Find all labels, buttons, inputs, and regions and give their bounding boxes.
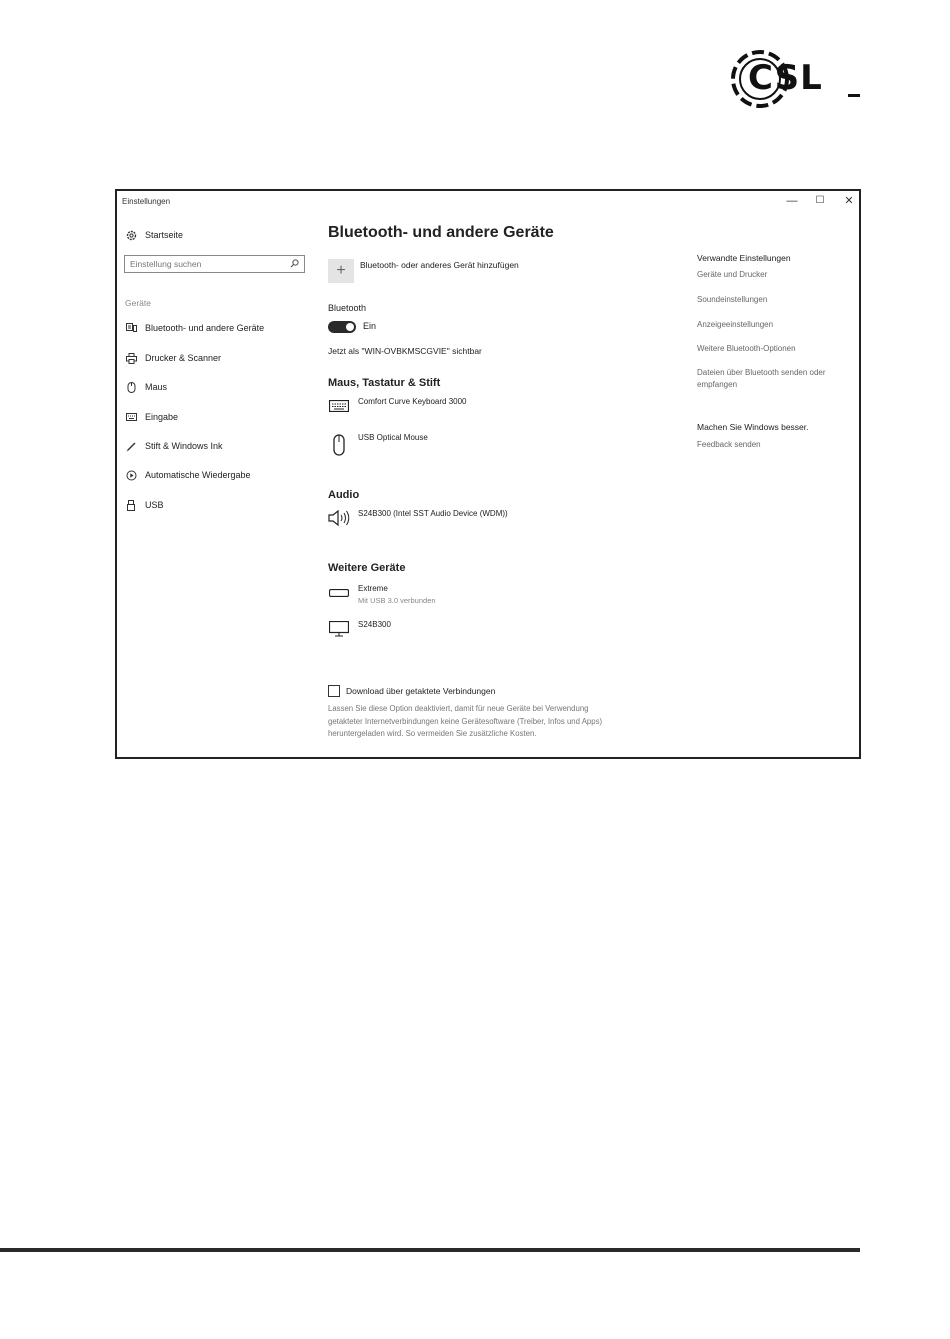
sidebar-item-autoplay[interactable] (125, 466, 251, 484)
link-display-settings[interactable]: Anzeigeeinstellungen (697, 320, 774, 329)
bluetooth-toggle-state: Ein (363, 321, 377, 331)
related-settings-heading: Verwandte Einstellungen (697, 253, 791, 263)
sidebar-item-bluetooth[interactable] (125, 319, 264, 337)
link-sound-settings[interactable]: Soundeinstellungen (697, 295, 768, 304)
bluetooth-toggle[interactable] (328, 321, 356, 333)
add-device-label: Bluetooth- oder anderes Gerät hinzufügen (360, 260, 519, 270)
device-audio[interactable] (328, 509, 508, 527)
sidebar-item-label: USB (145, 500, 164, 510)
bluetooth-label: Bluetooth (328, 303, 367, 313)
search-placeholder: Einstellung suchen (130, 259, 202, 269)
sidebar-item-printers[interactable] (125, 349, 221, 367)
csl-logo-text: CSL (748, 58, 823, 98)
footer-rule (0, 1248, 860, 1252)
feedback-link[interactable]: Feedback senden (697, 440, 761, 449)
device-name: USB Optical Mouse (358, 433, 428, 442)
sidebar-item-mouse[interactable] (125, 378, 167, 396)
keyboard-icon (328, 397, 350, 415)
sidebar-item-label: Eingabe (145, 412, 179, 422)
settings-window (115, 189, 861, 759)
device-keyboard[interactable] (328, 397, 467, 415)
device-name: S24B300 (358, 620, 391, 629)
device-name: S24B300 (Intel SST Audio Device (WDM)) (358, 509, 508, 518)
device-status: Mit USB 3.0 verbunden (358, 596, 436, 605)
mouse-icon (125, 381, 137, 393)
search-icon (290, 259, 299, 270)
section-heading-other: Weitere Geräte (328, 562, 406, 574)
add-device-button[interactable] (328, 259, 519, 283)
sidebar-item-label: Drucker & Scanner (145, 353, 222, 363)
usb-icon (125, 499, 137, 511)
sidebar-item-pen[interactable] (125, 437, 223, 455)
link-bluetooth-options[interactable]: Weitere Bluetooth-Optionen (697, 344, 796, 353)
page-title: Bluetooth- und andere Geräte (328, 224, 554, 241)
device-extreme[interactable] (328, 584, 436, 605)
maximize-button[interactable]: ☐ (815, 195, 825, 206)
toggle-knob (346, 323, 354, 331)
mouse-icon (328, 433, 350, 457)
link-bluetooth-file-transfer[interactable]: Dateien über Bluetooth senden oder empfangen (697, 368, 826, 389)
sidebar-item-label: Maus (145, 382, 168, 392)
device-name: Comfort Curve Keyboard 3000 (358, 397, 467, 406)
metered-download-description: Lassen Sie diese Option deaktiviert, damit für neue Geräte bei Verwendung getakteter Internetverbindungen keine Gerätesoftware (Treiber, Infos und Apps) heruntergeladen wird. So vermeiden Sie zusätzliche Kosten. (328, 704, 603, 738)
keyboard-icon (125, 411, 137, 423)
monitor-icon (328, 620, 350, 638)
link-devices-printers[interactable]: Geräte und Drucker (697, 270, 768, 279)
plus-icon: + (328, 259, 354, 283)
speaker-icon (328, 509, 350, 527)
sidebar-item-usb[interactable] (125, 496, 164, 514)
csl-logo (728, 44, 868, 114)
feedback-heading: Machen Sie Windows besser. (697, 422, 809, 432)
drive-icon (328, 584, 350, 602)
sidebar-group-label: Geräte (125, 298, 151, 308)
device-monitor[interactable] (328, 620, 391, 638)
section-heading-audio: Audio (328, 489, 360, 501)
checkbox-box (328, 685, 340, 697)
metered-download-checkbox[interactable] (328, 685, 495, 697)
device-mouse[interactable] (328, 433, 428, 457)
section-heading-input: Maus, Tastatur & Stift (328, 377, 441, 389)
sidebar-home-label: Startseite (145, 230, 184, 240)
sidebar-item-label: Bluetooth- und andere Geräte (145, 323, 265, 333)
metered-download-label: Download über getaktete Verbindungen (346, 686, 496, 696)
bluetooth-visibility-text: Jetzt als "WIN-OVBKMSCGVIE" sichtbar (328, 346, 482, 356)
search-input[interactable] (124, 255, 305, 273)
sidebar-item-input[interactable] (125, 408, 178, 426)
device-name: Extreme (358, 584, 388, 593)
sidebar-item-label: Stift & Windows Ink (145, 441, 223, 451)
autoplay-icon (125, 469, 137, 481)
close-button[interactable]: ✕ (844, 195, 854, 207)
pen-icon (125, 440, 137, 452)
minimize-button[interactable]: — (786, 195, 798, 207)
printer-icon (125, 352, 137, 364)
bluetooth-devices-icon (125, 322, 137, 334)
gear-icon (125, 229, 137, 241)
window-title: Einstellungen (122, 197, 171, 206)
sidebar-home[interactable] (125, 226, 183, 244)
sidebar-item-label: Automatische Wiedergabe (145, 470, 251, 480)
